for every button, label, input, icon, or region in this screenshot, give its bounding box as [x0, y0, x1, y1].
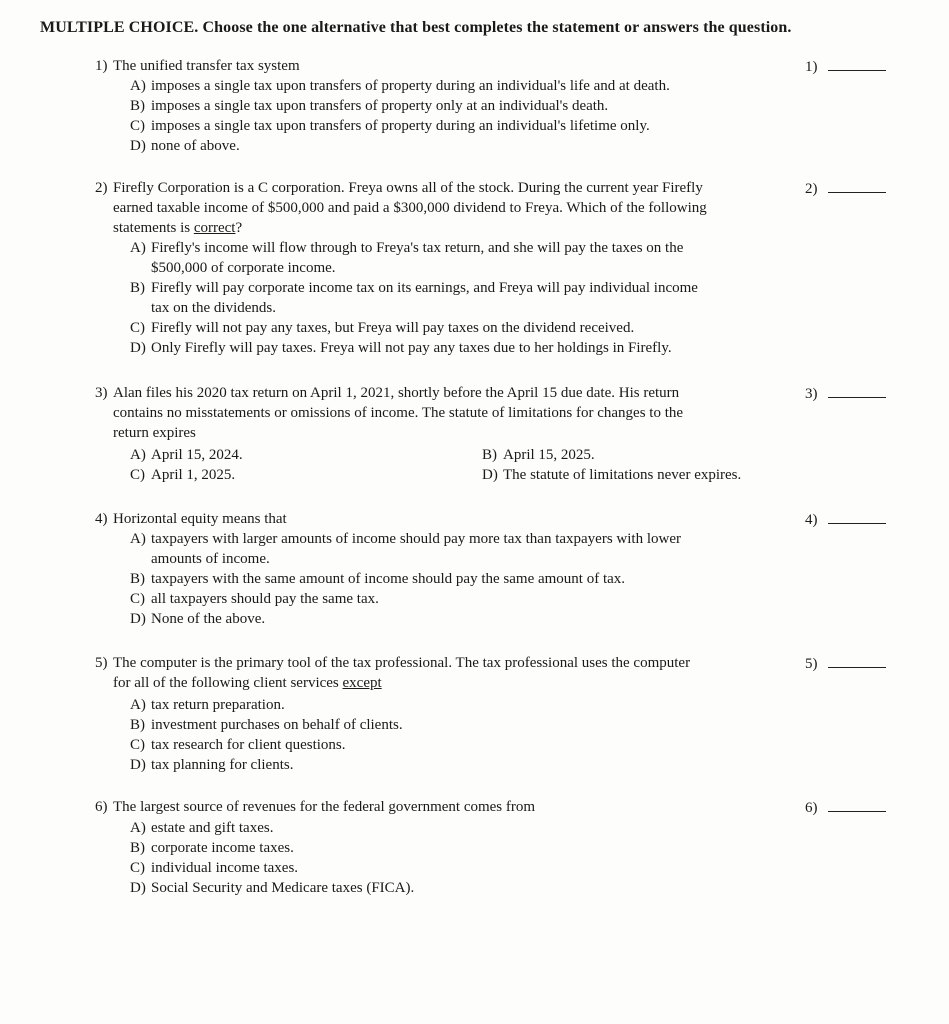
option-c[interactable]: C) individual income taxes. [130, 860, 299, 876]
answer-line[interactable] [828, 509, 886, 524]
question-stem: The unified transfer tax system [113, 58, 300, 74]
option-b-continued: tax on the dividends. [151, 300, 276, 316]
question-number: 1) [95, 58, 108, 74]
emphasis-underline: except [342, 675, 382, 691]
question-stem: The computer is the primary tool of the tax professional. The tax professional uses the computer for all of the following client services except [113, 655, 691, 691]
question-number: 6) [95, 799, 108, 815]
question-stem: Firefly Corporation is a C corporation. Freya owns all of the stock. During the current year Firefly earned taxable income of $500,000 and paid a $300,000 dividend to Freya. Which of the following statements is correct? [113, 180, 707, 236]
option-d[interactable]: D) None of the above. [130, 611, 266, 627]
answer-line[interactable] [828, 383, 886, 398]
option-b[interactable]: B) taxpayers with the same amount of income should pay the same amount of tax. [130, 571, 626, 587]
option-b[interactable]: B) Firefly will pay corporate income tax on its earnings, and Freya will pay individual income [130, 280, 698, 296]
section-header: MULTIPLE CHOICE. Choose the one alternative that best completes the statement or answers the question. [40, 19, 792, 36]
option-a[interactable]: A) April 15, 2024. [130, 447, 243, 463]
option-a[interactable]: A) Firefly's income will flow through to Freya's tax return, and she will pay the taxes on the [130, 240, 684, 256]
option-d[interactable]: D) Only Firefly will pay taxes. Freya will not pay any taxes due to her holdings in Firefly. [130, 340, 672, 356]
option-b[interactable]: B) investment purchases on behalf of clients. [130, 717, 403, 733]
answer-blank[interactable]: 1) [805, 56, 886, 77]
question-stem: Horizontal equity means that [113, 511, 287, 527]
question-number: 3) [95, 385, 108, 401]
answer-blank[interactable]: 5) [805, 653, 886, 674]
option-d[interactable]: D) The statute of limitations never expires. [482, 467, 742, 483]
option-a[interactable]: A) imposes a single tax upon transfers of property during an individual's life and at death. [130, 78, 670, 94]
question-stem: The largest source of revenues for the federal government comes from [113, 799, 536, 815]
option-c[interactable]: C) tax research for client questions. [130, 737, 346, 753]
option-b[interactable]: B) imposes a single tax upon transfers of property only at an individual's death. [130, 98, 609, 114]
option-c[interactable]: C) April 1, 2025. [130, 467, 236, 483]
question-number: 5) [95, 655, 108, 671]
option-d[interactable]: D) Social Security and Medicare taxes (FICA). [130, 880, 415, 896]
answer-blank[interactable]: 2) [805, 178, 886, 199]
answer-line[interactable] [828, 653, 886, 668]
option-a[interactable]: A) taxpayers with larger amounts of income should pay more tax than taxpayers with lower [130, 531, 681, 547]
question-stem: Alan files his 2020 tax return on April 1, 2021, shortly before the April 15 due date. His return contains no misstatements or omissions of income. The statute of limitations for changes to the return expires [113, 385, 684, 441]
option-c[interactable]: C) Firefly will not pay any taxes, but Freya will pay taxes on the dividend received. [130, 320, 635, 336]
question-number: 2) [95, 180, 108, 196]
option-a-continued: amounts of income. [151, 551, 270, 567]
option-b[interactable]: B) corporate income taxes. [130, 840, 294, 856]
answer-blank[interactable]: 3) [805, 383, 886, 404]
answer-line[interactable] [828, 797, 886, 812]
option-a-continued: $500,000 of corporate income. [151, 260, 336, 276]
option-b[interactable]: B) April 15, 2025. [482, 447, 595, 463]
option-a[interactable]: A) tax return preparation. [130, 697, 285, 713]
answer-blank[interactable]: 4) [805, 509, 886, 530]
option-c[interactable]: C) all taxpayers should pay the same tax. [130, 591, 379, 607]
option-a[interactable]: A) estate and gift taxes. [130, 820, 274, 836]
question-number: 4) [95, 511, 108, 527]
emphasis-underline: correct [193, 220, 236, 236]
answer-blank[interactable]: 6) [805, 797, 886, 818]
option-d[interactable]: D) none of above. [130, 138, 240, 154]
option-c[interactable]: C) imposes a single tax upon transfers of property during an individual's lifetime only. [130, 118, 650, 134]
answer-line[interactable] [828, 56, 886, 71]
option-d[interactable]: D) tax planning for clients. [130, 757, 294, 773]
answer-line[interactable] [828, 178, 886, 193]
